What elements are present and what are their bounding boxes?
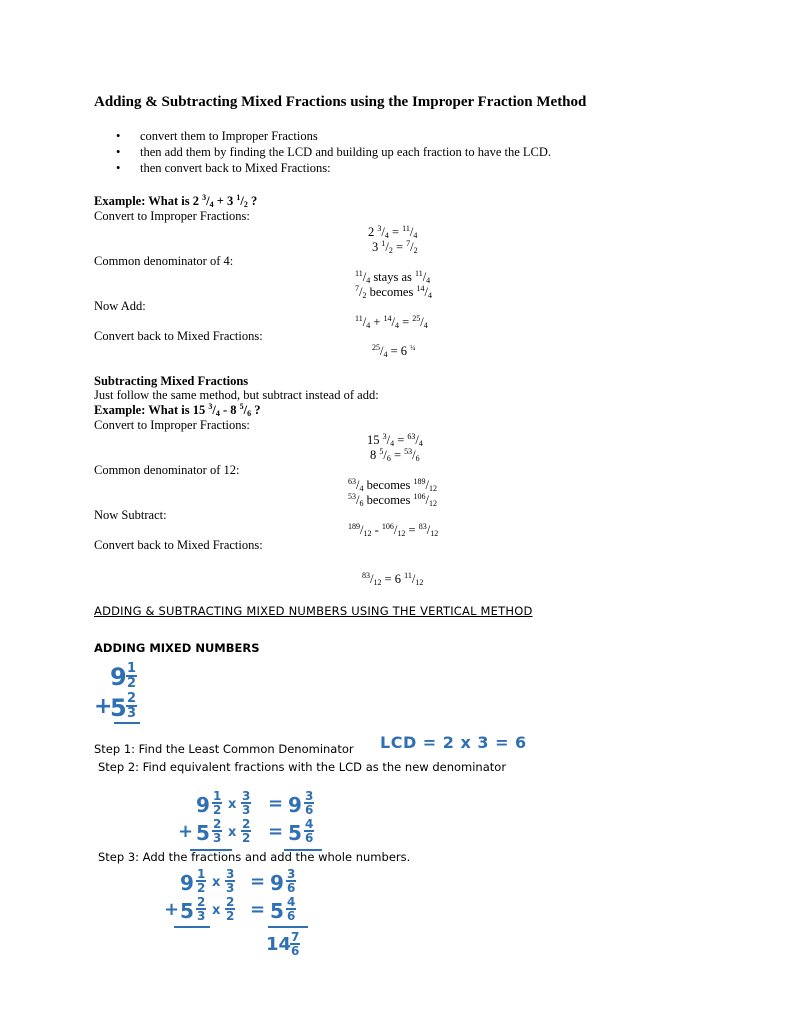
add-label: Now Add: [94,299,146,313]
whole-number: 14 [266,934,292,955]
common-denominator-line: $^7/_2$ becomes $^{14}/_4$ [355,284,432,300]
fraction: $\frac{4}{6}$ [305,817,314,845]
common-denominator-label: Common denominator of 4: [94,254,234,268]
method-steps-list [116,128,551,176]
step-3: Step 3: Add the fractions and add the whole numbers. [98,850,411,864]
times-sign: x [228,825,237,840]
common-denominator-label: Common denominator of 12: [94,463,240,477]
lcd-expression: LCD = 2 x 3 = 6 [380,733,527,752]
whole-number: 9 [110,663,127,691]
conversion-line: 3 $^1/_2 = ^7/_2$ [372,239,418,255]
conversion-line: 2 $^3/_4 = ^{11}/_4$ [368,224,418,240]
fraction: $\frac{3}{3}$ [242,789,251,817]
equals-sign: = [250,899,266,920]
conversion-line: 8 $^5/_6 = ^{53}/_6$ [370,447,420,463]
common-denominator-line: $^{63}/_4$ becomes $^{189}/_{12}$ [348,477,437,493]
fraction: $\frac{2}{3}$ [213,817,222,845]
final-sum [266,930,316,964]
result-line: $^{25}/_4 = 6$ $^{\frac{1}{4}}$ [372,343,416,359]
times-sign: x [212,903,221,918]
plus-sign: + [178,821,194,842]
fraction: $\frac{1}{2}$ [213,789,222,817]
subtracting-heading: Subtracting Mixed Fractions [94,374,249,388]
fraction: $\frac{2}{3}$ [197,895,206,923]
step-3-work [164,866,324,926]
fraction: $\frac{2}{2}$ [242,817,251,845]
times-sign: x [212,875,221,890]
page-title: Adding & Subtracting Mixed Fractions using the Improper Fraction Method [94,94,587,110]
adding-mixed-numbers-heading: ADDING MIXED NUMBERS [94,641,260,655]
step-2: Step 2: Find equivalent fractions with the LCD as the new denominator [98,760,507,774]
fraction: $\frac{3}{6}$ [287,867,296,895]
common-denominator-line: $^{53}/_6$ becomes $^{106}/_{12}$ [348,492,437,508]
fraction: $\frac{3}{6}$ [305,789,314,817]
fraction: $\frac{7}{6}$ [291,930,300,958]
plus-sign: + [164,899,180,920]
whole-number: 9 [270,871,284,895]
common-denominator-line: $^{11}/_4$ stays as $^{11}/_4$ [355,269,431,285]
subtracting-intro: Just follow the same method, but subtract instead of add: [94,388,379,402]
list-item: • convert them to Improper Fractions [116,128,551,144]
subtract-label: Now Subtract: [94,508,167,522]
sum-line-rule [114,722,140,724]
equals-sign: = [250,871,266,892]
whole-number: 9 [180,871,194,895]
whole-number: 9 [196,793,210,817]
whole-number: 5 [288,821,302,845]
fraction: $\frac{3}{3}$ [226,867,235,895]
sum-line-rule [174,926,210,928]
step-1: Step 1: Find the Least Common Denominator [94,742,354,756]
convert-label: Convert to Improper Fractions: [94,209,250,223]
convert-back-label: Convert back to Mixed Fractions: [94,329,263,343]
plus-sign: + [94,694,113,719]
fraction: $\frac{4}{6}$ [287,895,296,923]
sum-line-rule [268,926,308,928]
equals-sign: = [268,821,284,842]
result-line: $^{83}/_{12} = 6$ $^{11}/_{12}$ [362,571,424,587]
fraction: $\frac{1}{2}$ [127,661,137,691]
list-item: • then convert back to Mixed Fractions: [116,160,551,176]
conversion-line: 15 $^3/_4 = ^{63}/_4$ [367,432,423,448]
fraction: $\frac{1}{2}$ [197,867,206,895]
sum-line: $^{11}/_4 + ^{14}/_4 = ^{25}/_4$ [355,314,428,330]
convert-label: Convert to Improper Fractions: [94,418,250,432]
whole-number: 5 [196,821,210,845]
times-sign: x [228,797,237,812]
equals-sign: = [268,793,284,814]
step-2-work [178,788,338,848]
list-item: • then add them by finding the LCD and building up each fraction to have the LCD. [116,144,551,160]
fraction: $\frac{2}{2}$ [226,895,235,923]
whole-number: 9 [288,793,302,817]
fraction: $\frac{2}{3}$ [127,691,137,721]
whole-number: 5 [270,899,284,923]
example-1-question: Example: What is 2 $^3/_4 + 3$ $^1/_2$ ? [94,193,258,209]
convert-back-label: Convert back to Mixed Fractions: [94,538,263,552]
whole-number: 5 [180,899,194,923]
example-2-question: Example: What is 15 $^3/_4 - 8$ $^5/_6$ ? [94,402,261,418]
vertical-method-heading: ADDING & SUBTRACTING MIXED NUMBERS USING THE VERTICAL METHOD [94,604,533,618]
difference-line: $^{189}/_{12} - ^{106}/_{12} = ^{83}/_{12}$ [348,522,439,538]
whole-number: 5 [110,694,127,722]
